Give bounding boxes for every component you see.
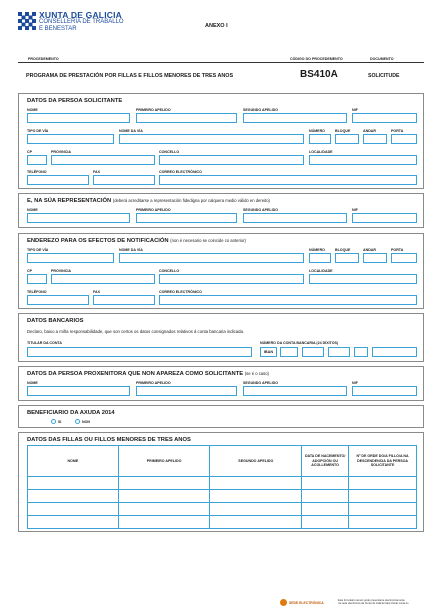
xunta-logo	[18, 12, 36, 30]
other-parent-nif-input[interactable]	[352, 386, 417, 396]
label-nome: NOME	[27, 381, 38, 385]
procedure-label: PROCEDEMENTO	[28, 57, 59, 61]
label-numero-conta: NÚMERO DA CONTA BANCARIA (24 DÍXITOS)	[260, 341, 339, 345]
bank-dc-input[interactable]	[354, 347, 368, 357]
applicant-correo-input[interactable]	[159, 175, 417, 185]
children-table	[27, 445, 417, 529]
col-numero-orde: Nº DE ORDE DO/A FILLO/A NA DESCENDENCIA DA PERSOA SOLICITANTE	[349, 446, 417, 477]
footer-text-line1: Este formulario tamén pode presentarse electronicamente	[338, 599, 405, 602]
other-parent-primeiro-apelido-input[interactable]	[136, 386, 237, 396]
other-parent-segundo-apelido-input[interactable]	[243, 386, 347, 396]
xunta-logo-icon	[18, 12, 36, 30]
child-orde-cell[interactable]	[349, 477, 417, 490]
label-nome: NOME	[27, 208, 38, 212]
applicant-nif-input[interactable]	[352, 113, 417, 123]
label-primeiro-apelido: PRIMEIRO APELIDO	[136, 381, 171, 385]
col-primeiro-apelido: PRIMEIRO APELIDO	[118, 446, 210, 477]
child-segundo-apelido-cell[interactable]	[210, 477, 302, 490]
section-beneficiary-title: BENEFICIARIO DA AXUDA 2014	[27, 410, 115, 416]
label-correo: CORREO ELECTRÓNICO	[159, 170, 202, 174]
procedure-code-label: CÓDIGO DO PROCEDEMENTO	[290, 57, 343, 61]
label-cp: CP	[27, 269, 32, 273]
footer-brand: SEDE ELECTRÓNICA	[289, 601, 324, 605]
section-other-parent-note: (se é o caso)	[244, 371, 269, 376]
notification-provincia-input[interactable]	[51, 274, 155, 284]
label-nome-via: NOME DA VÍA	[119, 129, 143, 133]
applicant-porta-input[interactable]	[391, 134, 417, 144]
child-orde-cell[interactable]	[349, 516, 417, 529]
section-bank-details	[18, 313, 424, 362]
applicant-fax-input[interactable]	[93, 175, 155, 185]
procedure-divider	[18, 62, 424, 63]
label-nif: NIF	[352, 381, 358, 385]
footer-text	[338, 599, 426, 605]
label-nif: NIF	[352, 208, 358, 212]
document-type: SOLICITUDE	[368, 73, 400, 79]
notification-localidade-input[interactable]	[309, 274, 417, 284]
applicant-localidade-input[interactable]	[309, 155, 417, 165]
section-children-title: DATOS DAS FILLAS OU FILLOS MENORES DE TRES ANOS	[27, 437, 191, 443]
document-label: DOCUMENTO	[370, 57, 394, 61]
label-provincia: PROVINCIA	[51, 150, 71, 154]
applicant-segundo-apelido-input[interactable]	[243, 113, 347, 123]
beneficiary-yes-label: SI	[58, 420, 62, 424]
label-primeiro-apelido: PRIMEIRO APELIDO	[136, 208, 171, 212]
child-primeiro-apelido-cell[interactable]	[118, 516, 210, 529]
child-data-cell[interactable]	[302, 503, 349, 516]
section-representative-title-text: E, NA SÚA REPRESENTACIÓN	[27, 198, 112, 204]
child-nome-cell[interactable]	[28, 477, 119, 490]
section-applicant-title: DATOS DA PERSOA SOLICITANTE	[27, 98, 123, 104]
children-table-header	[28, 446, 417, 477]
org-dept-line1: CONSELLERÍA DE TRABALLO	[39, 19, 124, 25]
section-other-parent-title	[27, 371, 269, 377]
applicant-numero-input[interactable]	[309, 134, 331, 144]
col-data-nacemento: DATA DE NACEMENTO/ ADOPCIÓN OU ACOLLEMENTO	[302, 446, 349, 477]
procedure-title: PROGRAMA DE PRESTACIÓN POR FILLAS E FILLOS MENORES DE TRES ANOS	[26, 73, 234, 79]
iban-prefix: IBAN	[260, 347, 277, 357]
label-nif: NIF	[352, 108, 358, 112]
applicant-nome-input[interactable]	[27, 113, 130, 123]
section-other-parent	[18, 366, 424, 401]
label-fax: FAX	[93, 170, 100, 174]
child-primeiro-apelido-cell[interactable]	[118, 490, 210, 503]
table-row	[28, 490, 417, 503]
table-row	[28, 503, 417, 516]
notification-telefono-input[interactable]	[27, 295, 89, 305]
label-provincia: PROVINCIA	[51, 269, 71, 273]
child-segundo-apelido-cell[interactable]	[210, 490, 302, 503]
col-nome: NOME	[28, 446, 119, 477]
label-numero: NÚMERO	[309, 248, 325, 252]
notification-concello-input[interactable]	[159, 274, 304, 284]
other-parent-nome-input[interactable]	[27, 386, 130, 396]
section-representative-note: (deberá acreditarse a representación fidedigna por calquera medio válido en dereito)	[112, 198, 270, 203]
bank-titular-input[interactable]	[27, 347, 252, 357]
child-nome-cell[interactable]	[28, 503, 119, 516]
beneficiary-no-label: NON	[82, 420, 90, 424]
label-numero: NÚMERO	[309, 129, 325, 133]
label-primeiro-apelido: PRIMEIRO APELIDO	[136, 108, 171, 112]
section-notification-title	[27, 238, 246, 244]
section-notification-title-text: ENDEREZO PARA OS EFECTOS DE NOTIFICACIÓN	[27, 238, 169, 244]
label-telefono: TELÉFONO	[27, 290, 47, 294]
org-name: XUNTA DE GALICIA	[39, 10, 123, 20]
bank-declaration: Declaro, baixo a miña responsabilidade, que son certos os datos consignados relativos á conta bancaria indicada.	[27, 329, 245, 334]
applicant-primeiro-apelido-input[interactable]	[136, 113, 237, 123]
label-bloque: BLOQUE	[335, 129, 351, 133]
beneficiary-no-radio[interactable]	[75, 419, 80, 424]
child-orde-cell[interactable]	[349, 490, 417, 503]
child-data-cell[interactable]	[302, 477, 349, 490]
label-concello: CONCELLO	[159, 269, 180, 273]
table-row	[28, 477, 417, 490]
col-segundo-apelido: SEGUNDO APELIDO	[210, 446, 302, 477]
section-applicant	[18, 93, 424, 189]
notification-numero-input[interactable]	[309, 253, 331, 263]
org-name-block	[39, 12, 124, 33]
notification-porta-input[interactable]	[391, 253, 417, 263]
notification-cp-input[interactable]	[27, 274, 47, 284]
iban-digits-input[interactable]	[280, 347, 298, 357]
representative-segundo-apelido-input[interactable]	[243, 213, 347, 223]
representative-nif-input[interactable]	[352, 213, 417, 223]
label-tipo-via: TIPO DE VÍA	[27, 248, 49, 252]
section-bank-title: DATOS BANCARIOS	[27, 318, 84, 324]
bank-entity-input[interactable]	[302, 347, 324, 357]
applicant-tipo-via-input[interactable]	[27, 134, 114, 144]
label-titular: TITULAR DA CONTA	[27, 341, 62, 345]
applicant-nome-via-input[interactable]	[119, 134, 304, 144]
notification-correo-input[interactable]	[159, 295, 417, 305]
label-porta: PORTA	[391, 248, 404, 252]
section-notification-address	[18, 233, 424, 309]
child-segundo-apelido-cell[interactable]	[210, 503, 302, 516]
beneficiary-yes-radio[interactable]	[51, 419, 56, 424]
representative-nome-input[interactable]	[27, 213, 130, 223]
bank-office-input[interactable]	[328, 347, 350, 357]
notification-tipo-via-input[interactable]	[27, 253, 114, 263]
label-concello: CONCELLO	[159, 150, 180, 154]
child-nome-cell[interactable]	[28, 490, 119, 503]
notification-fax-input[interactable]	[93, 295, 155, 305]
label-andar: ANDAR	[363, 129, 376, 133]
section-representative	[18, 193, 424, 228]
applicant-provincia-input[interactable]	[51, 155, 155, 165]
child-orde-cell[interactable]	[349, 503, 417, 516]
child-data-cell[interactable]	[302, 490, 349, 503]
child-segundo-apelido-cell[interactable]	[210, 516, 302, 529]
table-row	[28, 516, 417, 529]
procedure-code: BS410A	[300, 69, 338, 80]
section-notification-note: (non é necesario se coincide co anterior)	[170, 238, 246, 243]
label-segundo-apelido: SEGUNDO APELIDO	[243, 208, 279, 212]
label-localidade: LOCALIDADE	[309, 269, 333, 273]
label-correo: CORREO ELECTRÓNICO	[159, 290, 202, 294]
label-porta: PORTA	[391, 129, 404, 133]
applicant-bloque-input[interactable]	[335, 134, 359, 144]
bank-account-input[interactable]	[372, 347, 417, 357]
notification-nome-via-input[interactable]	[119, 253, 304, 263]
section-beneficiary	[18, 405, 424, 428]
label-nome-via: NOME DA VÍA	[119, 248, 143, 252]
child-primeiro-apelido-cell[interactable]	[118, 503, 210, 516]
label-andar: ANDAR	[363, 248, 376, 252]
label-fax: FAX	[93, 290, 100, 294]
applicant-concello-input[interactable]	[159, 155, 304, 165]
representative-primeiro-apelido-input[interactable]	[136, 213, 237, 223]
footer	[280, 598, 425, 610]
org-dept-line2: E BENESTAR	[39, 26, 77, 32]
label-bloque: BLOQUE	[335, 248, 351, 252]
label-telefono: TELÉFONO	[27, 170, 47, 174]
applicant-cp-input[interactable]	[27, 155, 47, 165]
annex-label: ANEXO I	[205, 23, 228, 29]
child-data-cell[interactable]	[302, 516, 349, 529]
child-primeiro-apelido-cell[interactable]	[118, 477, 210, 490]
section-representative-title	[27, 198, 270, 204]
label-tipo-via: TIPO DE VÍA	[27, 129, 49, 133]
footer-text-line2: na sede electrónica da Xunta de Galicia https://sede.xunta.es	[338, 602, 409, 606]
section-children	[18, 432, 424, 532]
label-nome: NOME	[27, 108, 38, 112]
sede-logo-icon	[280, 599, 287, 606]
child-nome-cell[interactable]	[28, 516, 119, 529]
notification-bloque-input[interactable]	[335, 253, 359, 263]
notification-andar-input[interactable]	[363, 253, 387, 263]
applicant-andar-input[interactable]	[363, 134, 387, 144]
applicant-telefono-input[interactable]	[27, 175, 89, 185]
label-localidade: LOCALIDADE	[309, 150, 333, 154]
section-other-parent-title-text: DATOS DA PERSOA PROXENITORA QUE NON APAREZA COMO SOLICITANTE	[27, 371, 244, 377]
label-segundo-apelido: SEGUNDO APELIDO	[243, 381, 279, 385]
label-segundo-apelido: SEGUNDO APELIDO	[243, 108, 279, 112]
label-cp: CP	[27, 150, 32, 154]
